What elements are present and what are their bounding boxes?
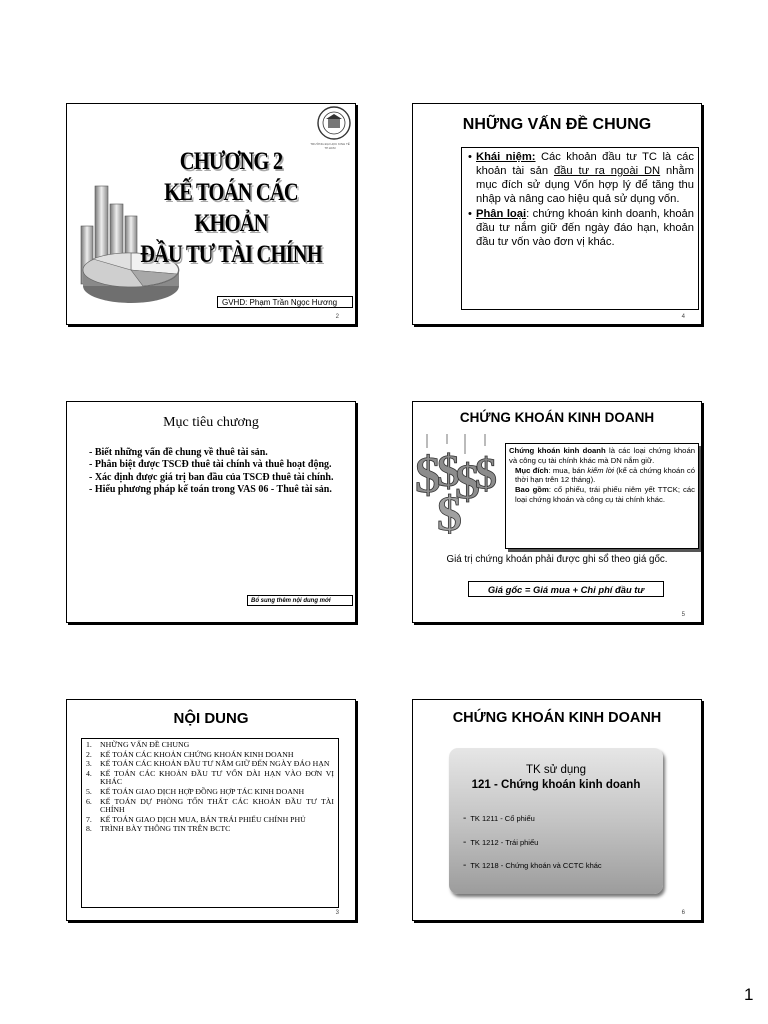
svg-text:$: $	[475, 449, 497, 498]
text: nhằm mục đích sử dụng Vốn hợp lý để tăng thu nhập và nâng cao hiệu quả sử dụng vốn.	[476, 165, 694, 205]
slide-trading-securities	[412, 401, 702, 623]
panel-heading: TK sử dụng	[525, 764, 587, 776]
slide-title: CHỨNG KHOÁN KINH DOANH	[452, 710, 662, 726]
term: Chứng khoán kinh doanh	[509, 446, 606, 455]
dash-icon: -	[463, 813, 467, 824]
text: là các loại chứng khoán và công cụ tài chính khác mà DN nắm giữ.	[509, 446, 695, 465]
account-panel	[449, 748, 663, 894]
list-item: 7. KẾ TOÁN GIAO DỊCH MUA, BÁN TRÁI PHIẾU CHÍNH PHỦ	[86, 814, 306, 824]
list-item: - TK 1218 - Chứng khoán và CCTC khác	[463, 860, 602, 871]
note-box: Bổ sung thêm nội dung mới	[247, 595, 353, 606]
dash-icon: -	[463, 860, 467, 871]
slide-title: CHỨNG KHOÁN KINH DOANH	[459, 410, 655, 425]
list-item: 5. KẾ TOÁN GIAO DỊCH HỢP ĐỒNG HỢP TÁC KINH DOANH	[86, 786, 305, 796]
list-item: 6. KẾ TOÁN DỰ PHÒNG TỔN THẤT CÁC KHOẢN ĐẦU TƯ TÀI CHÍNH	[86, 796, 334, 815]
slide-objectives	[66, 401, 356, 623]
bullet-icon: •	[468, 208, 472, 220]
definition-box	[461, 147, 699, 310]
list-item: 3. KẾ TOÁN CÁC KHOẢN ĐẦU TƯ NẮM GIỮ ĐẾN NGÀY ĐÁO HẠN	[86, 759, 330, 769]
text: : mua, bán	[548, 465, 588, 475]
list-item	[464, 150, 694, 206]
university-logo	[317, 106, 351, 140]
term: Bao gồm	[515, 485, 549, 495]
valuation-note: Giá trị chứng khoán phải được ghi sổ theo giá gốc.	[446, 554, 668, 565]
term: Mục đích	[515, 465, 549, 475]
list-item: 8. TRÌNH BÀY THÔNG TIN TRÊN BCTC	[86, 824, 231, 834]
slide-number: 4	[681, 314, 685, 320]
list-item: - Hiểu phương pháp kế toán trong VAS 06 - Thuê tài sản.	[89, 484, 332, 496]
slide-number: 3	[335, 910, 339, 916]
slide-title: NHỮNG VẤN ĐỀ CHUNG	[462, 116, 652, 133]
instructor-label: GVHD: Phạm Trần Ngọc Hương	[217, 296, 353, 308]
bullet-icon: •	[468, 151, 472, 163]
svg-text:$: $	[437, 485, 462, 534]
list-item: 2. KẾ TOÁN CÁC KHOẢN CHỨNG KHOÁN KINH DOANH	[86, 749, 294, 759]
svg-text:$: $	[415, 447, 441, 504]
text: : cổ phiếu, trái phiếu niêm yết TTCK; các loại chứng khoán và công cụ tài chính khác.	[515, 485, 695, 504]
chapter-title	[129, 146, 332, 270]
underlined-text: đầu tư ra ngoài DN	[553, 165, 661, 177]
slide-title	[66, 103, 356, 325]
definition-box	[505, 443, 699, 549]
title-line-1: CHƯƠNG 2	[179, 148, 283, 175]
list-item: - Phân biệt được TSCĐ thuê tài chính và thuê hoạt động.	[89, 459, 332, 471]
svg-text:$: $	[437, 445, 460, 496]
dollar-signs-icon	[415, 434, 505, 534]
list-item: - Biết những vấn đề chung về thuê tài sản.	[89, 447, 268, 458]
text: Các khoản đầu tư TC là các khoản tài sản	[476, 151, 694, 177]
logo-caption: TRƯỜNG ĐẠI HỌC KINH TẾ TP.HCM	[310, 142, 350, 150]
title-line-2: KẾ TOÁN CÁC KHOẢN	[164, 179, 298, 237]
formula-box: Giá gốc = Giá mua + Chi phí đầu tư	[468, 581, 664, 597]
list-item: - Xác định được giá trị ban đầu của TSCĐ thuê tài chính.	[89, 471, 334, 483]
list-item	[464, 207, 694, 249]
list-item: 4. KẾ TOÁN CÁC KHOẢN ĐẦU TƯ VỐN DÀI HẠN VÀO ĐƠN VỊ KHÁC	[86, 768, 334, 787]
page-number: 1	[744, 985, 754, 1004]
slide-contents	[66, 699, 356, 921]
slide-number: 2	[335, 314, 339, 320]
slide-number: 5	[681, 612, 685, 618]
text: : chứng khoán kinh doanh, khoản đầu tư nắm giữ đến ngày đáo hạn, khoản đầu tư vốn vào đơn vị khác.	[476, 208, 694, 248]
objectives-list	[89, 447, 337, 497]
text: (kể cả chứng khoán có thời hạn trên 12 tháng).	[515, 465, 695, 485]
list-item: 1. NHỮNG VẤN ĐỀ CHUNG	[86, 740, 190, 749]
slide-title: NỘI DUNG	[173, 710, 249, 727]
title-line-3: ĐẦU TƯ TÀI CHÍNH	[140, 241, 322, 268]
term: Phân loại	[476, 208, 527, 220]
contents-list	[81, 738, 339, 908]
list-item: - TK 1212 - Trái phiếu	[463, 837, 539, 848]
slide-title: Mục tiêu chương	[163, 415, 259, 430]
list-item: - TK 1211 - Cổ phiếu	[463, 813, 535, 824]
slide-number: 6	[681, 910, 685, 916]
slide-general-issues	[412, 103, 702, 325]
term: Khái niệm:	[476, 151, 536, 163]
dash-icon: -	[463, 837, 467, 848]
slide-accounts	[412, 699, 702, 921]
italic-text: kiếm lời	[587, 465, 614, 475]
svg-text:$: $	[455, 453, 480, 509]
panel-subheading: 121 - Chứng khoán kinh doanh	[471, 779, 641, 791]
